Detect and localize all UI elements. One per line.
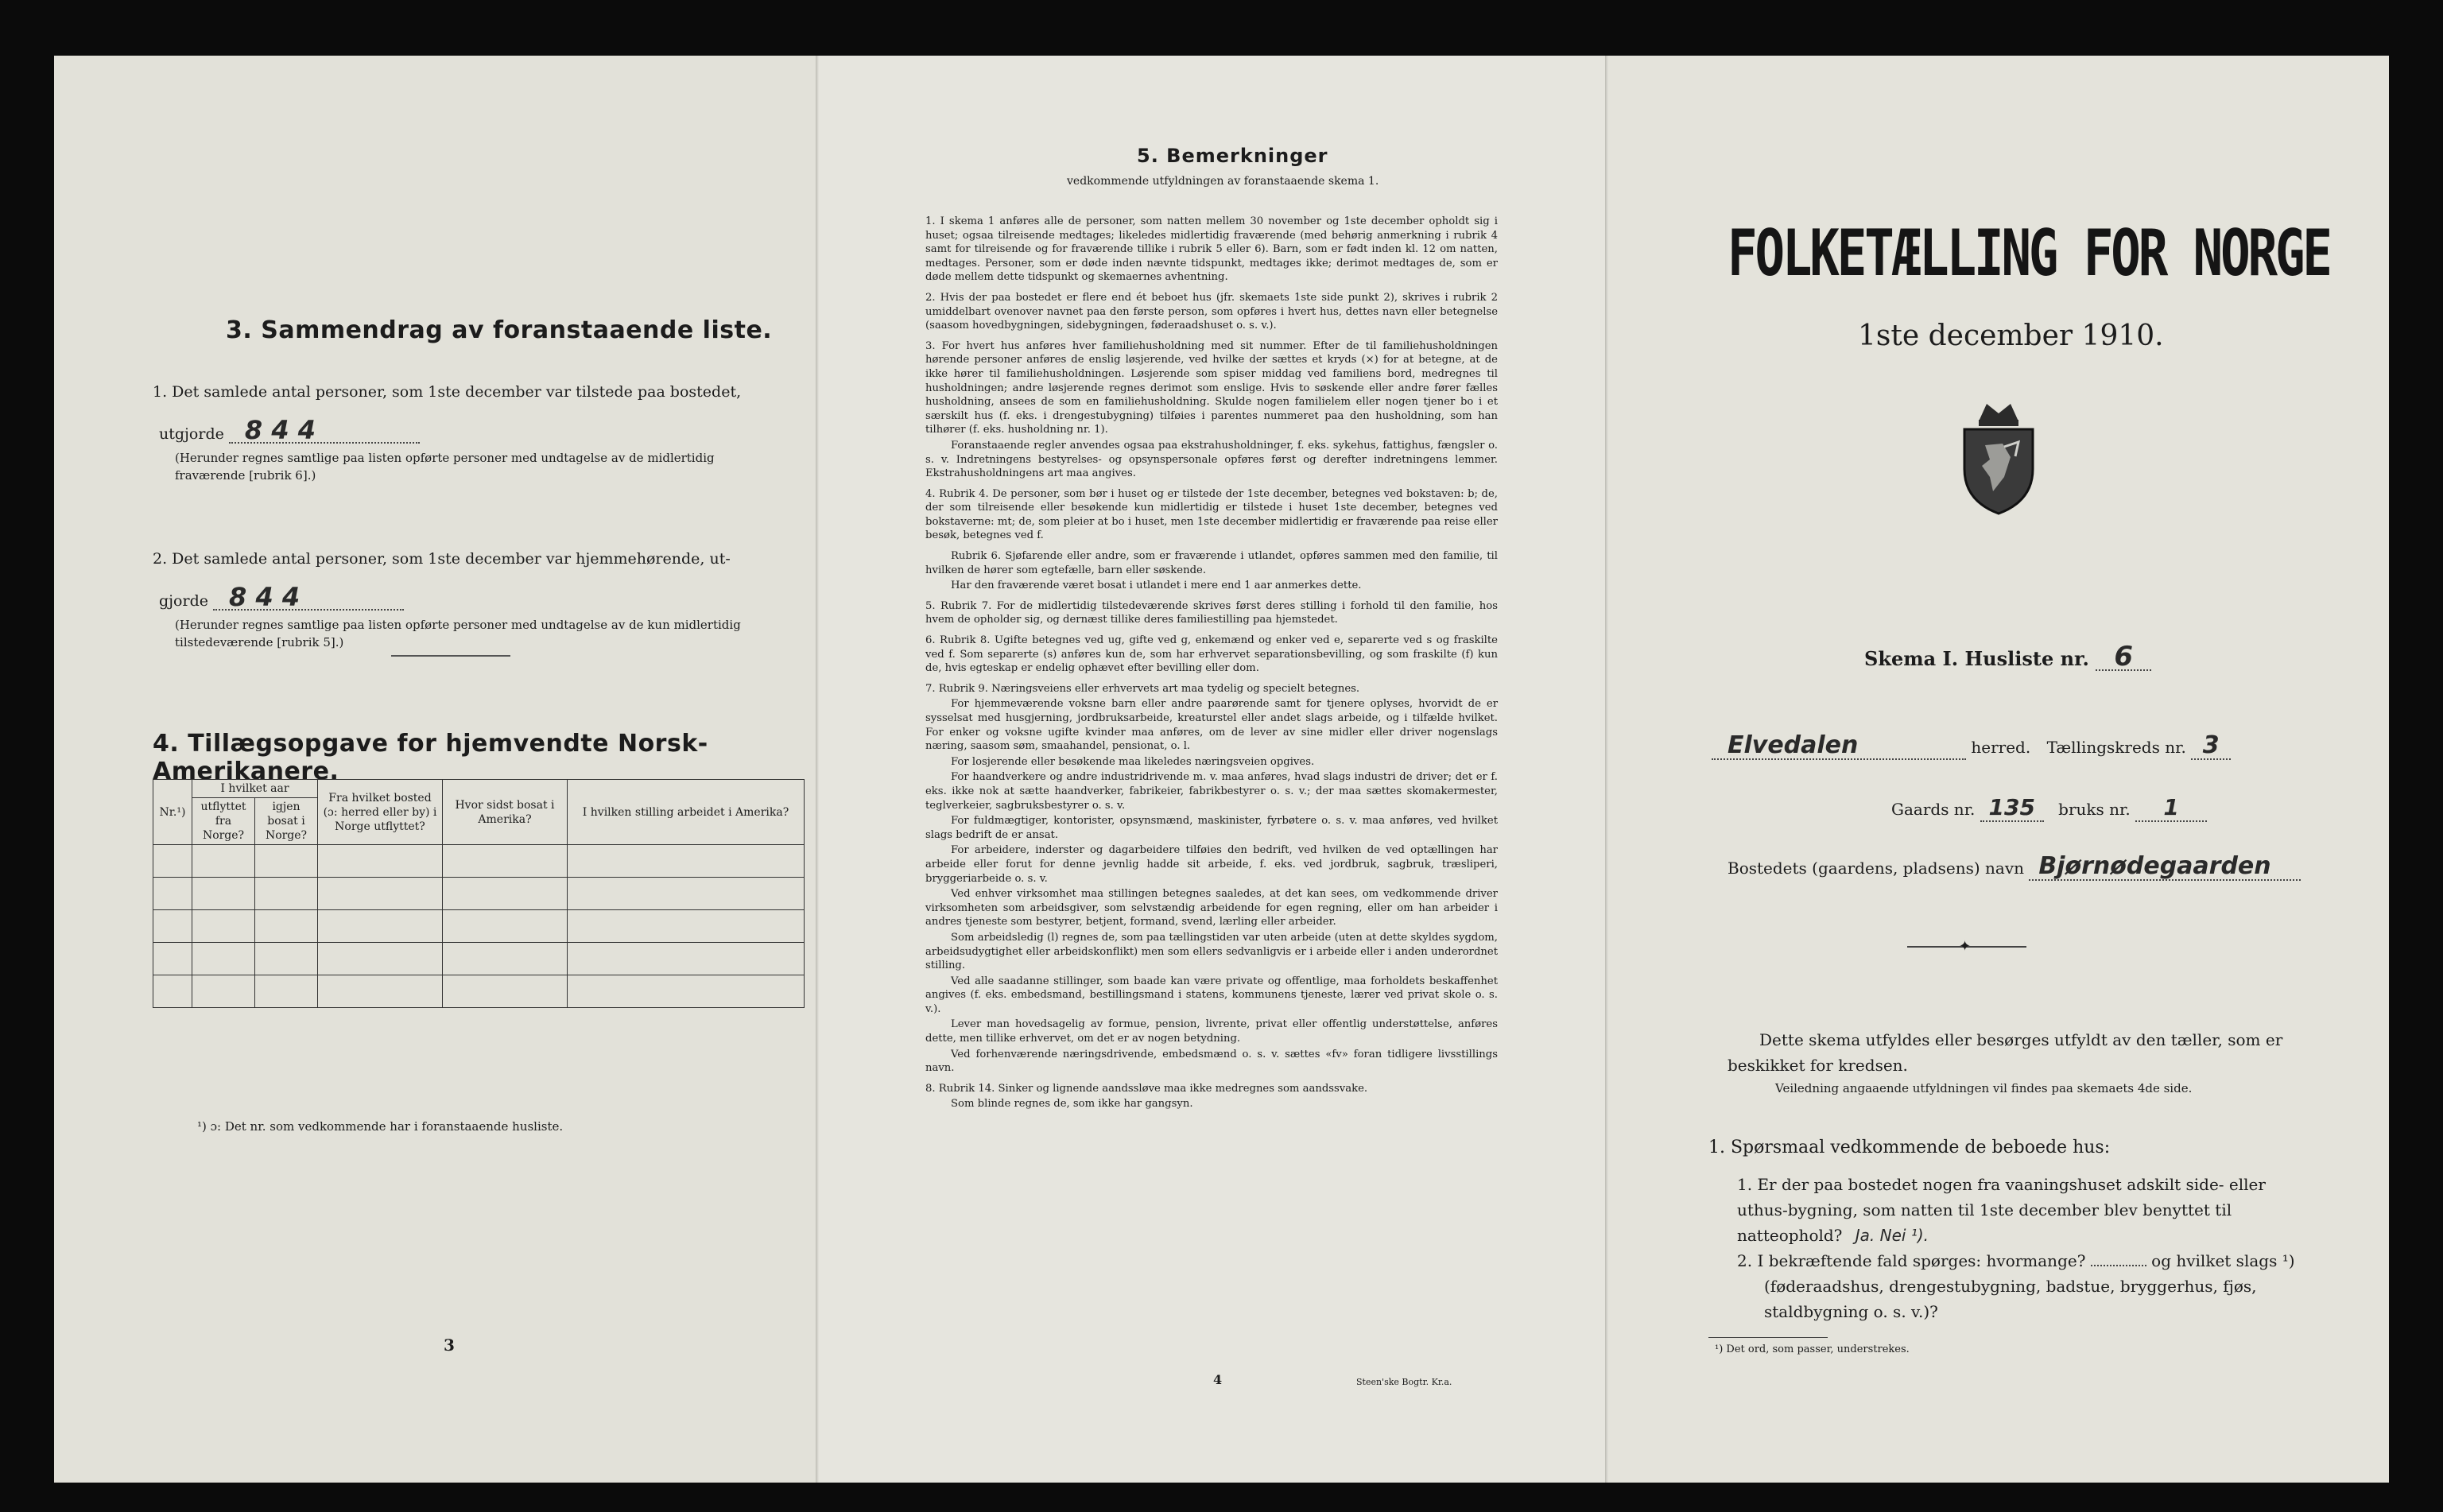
bosted-value: Bjørnødegaarden xyxy=(2029,854,2301,881)
bosted-line xyxy=(1728,854,2301,881)
herred-value: Elvedalen xyxy=(1712,733,1966,760)
remark-7k: Ved forhenværende næringsdrivende, embedsmænd o. s. v. sættes «fv» foran tidligere livsstillings navn. xyxy=(925,1048,1498,1075)
remark-7d: For haandverkere og andre industridrivende m. v. maa anføres, hvad slags industri de driver; det er f. eks. ikke nok at sætte haandverker, fabrikeier, fabrikbestyrer o. s. v.; der maa sættes skomakermester, teglverkeier, sagbruksbestyrer o. s. v. xyxy=(925,771,1498,812)
q1-text: 1. Det samlede antal personer, som 1ste december var tilstede paa bostedet, xyxy=(153,383,742,401)
col-position: I hvilken stilling arbeidet i Amerika? xyxy=(568,780,805,845)
gaards-line xyxy=(1891,795,2207,822)
remark-4c: Har den fraværende været bosat i utlandet i mere end 1 aar anmerkes dette. xyxy=(951,580,1362,592)
gaards-label: Gaards nr. xyxy=(1891,800,1976,819)
remark-7g: Ved enhver virksomhet maa stillingen betegnes saaledes, at det kan sees, om vedkommende driver virksomheten som arbeidsgiver, som selvstændig arbeidende for egen regning, eller om han arbeider i andres tjeneste som bestyrer, betjent, formand, svend, lærling eller arbeider. xyxy=(925,888,1498,929)
question-2 xyxy=(1737,1248,2309,1324)
col-where: Hvor sidst bosat i Amerika? xyxy=(443,780,568,845)
divider xyxy=(391,655,510,657)
q1-label: utgjorde xyxy=(159,425,224,443)
table-row xyxy=(153,910,805,943)
census-date: 1ste december 1910. xyxy=(1858,320,2164,352)
table-row xyxy=(153,878,805,910)
remark-8b: Som blinde regnes de, som ikke har gangsyn. xyxy=(951,1098,1193,1111)
remark-7h: Som arbeidsledig (l) regnes de, som paa tællingstiden var uten arbeide (uten at dette skyldes sygdom, arbeidsudygtighet eller arbeidskonflikt) men som ellers sedvanligvis er i arbeide eller i anden underordnet stilling. xyxy=(925,931,1498,972)
section3-q2 xyxy=(153,547,812,651)
remark-7e: For fuldmægtiger, kontorister, opsynsmænd, maskinister, fyrbøtere o. s. v. maa anføres, ved hvilket slags bedrift de er ansat. xyxy=(925,815,1498,841)
q2-value: 8 4 4 xyxy=(213,585,404,611)
remark-7j: Lever man hovedsagelig av formue, pension, livrente, privat eller offentlig understøttelse, anføres dette, men tillike erhvervet, om det er av nogen betydning. xyxy=(925,1018,1498,1045)
col-from: Fra hvilket bosted (ɔ: herred eller by) i Norge utflyttet? xyxy=(318,780,443,845)
remark-7i: Ved alle saadanne stillinger, som baade kan være private og offentlige, maa forholdets beskaffenhet angives (f. eks. embedsmand, bestillingsmand i statens, kommunens tjeneste, lærer ved privat skole o. s. v.). xyxy=(925,975,1498,1015)
q2-note: (Herunder regnes samtlige paa listen opførte personer med undtagelse av de kun midlertidig tilstedeværende [rubrik 5].) xyxy=(175,618,741,649)
remark-8: 8. Rubrik 14. Sinker og lignende aandssløve maa ikke medregnes som aandssvake. xyxy=(925,1082,1368,1095)
q2-text-b: og hvilket slags ¹) xyxy=(2151,1251,2295,1270)
questions-heading: 1. Spørsmaal vedkommende de beboede hus: xyxy=(1708,1138,2111,1157)
col-emigrated: utflyttet fra Norge? xyxy=(192,798,255,845)
remark-7b: For hjemmeværende voksne barn eller andre paarørende samt for tjenere oplyses, hvorvidt de er sysselsat med husgjerning, jordbruksarbeide, kreaturstel eller andet slags arbeide, og i tilfælde hvilket. For enker og voksne ugifte kvinder maa anføres, om de lever av sine midler eller driver nogenslags næring, saasom søm, smaahandel, pensionat, o. l. xyxy=(925,698,1498,753)
remark-5: 5. Rubrik 7. For de midlertidig tilstedeværende skrives først deres stilling i forhold til den familie, hos hvem de opholder sig, og dernæst tillike deres familiestilling paa hjemstedet. xyxy=(925,599,1498,626)
coat-of-arms-icon xyxy=(1955,397,2042,517)
remark-7f: For arbeidere, inderster og dagarbeidere tilføies den bedrift, ved hvilken de ved optællingen har arbeide eller forut for denne jevnlig hadde sit arbeide, f. eks. ved jordbruk, sagbruk, træsliperi, bryggeriarbeide o. s. v. xyxy=(925,844,1498,885)
q2-text-c: (føderaadshus, drengestubygning, badstue, bryggerhus, fjøs, staldbygning o. s. v.)? xyxy=(1764,1277,2257,1321)
page-right xyxy=(1608,56,2389,1483)
remark-7: 7. Rubrik 9. Næringsveiens eller erhvervets art maa tydelig og specielt betegnes. xyxy=(925,682,1360,695)
section3-heading: 3. Sammendrag av foranstaaende liste. xyxy=(226,316,773,344)
census-title: FOLKETÆLLING FOR NORGE xyxy=(1728,216,2330,290)
question-1 xyxy=(1737,1172,2309,1248)
page-number: 3 xyxy=(444,1336,455,1355)
table-row xyxy=(153,975,805,1008)
bruks-value: 1 xyxy=(2135,795,2207,822)
page-left xyxy=(54,56,819,1483)
herred-line xyxy=(1712,733,2300,760)
remark-1: 1. I skema 1 anføres alle de personer, som natten mellem 30 november og 1ste december opholdt sig i huset; ogsaa tilreisende medtages; likeledes midlertidig fraværende (med behørig anmerkning i rubrik 4 samt for tilreisende og for fraværende tillike i rubrik 5 eller 6). Barn, som er født inden kl. 12 om natten, medtages. Personer, som er døde inden nævnte tidspunkt, medtages ikke; derimot medtages de, som er døde mellem dette tidspunkt og skemaernes avhentning. xyxy=(925,215,1498,284)
q2-text: 2. Det samlede antal personer, som 1ste december var hjemmehørende, ut- xyxy=(153,550,731,568)
kreds-label: Tællingskreds nr. xyxy=(2046,738,2186,757)
q1-note: (Herunder regnes samtlige paa listen opførte personer med undtagelse av de midlertidig fraværende [rubrik 6].) xyxy=(175,451,715,483)
q2-label: gjorde xyxy=(159,592,208,610)
table-body xyxy=(153,845,805,1008)
col-nr: Nr.¹) xyxy=(153,780,192,845)
q1-text: 1. Er der paa bostedet nogen fra vaaningshuset adskilt side- eller uthus-bygning, som natten til 1ste december blev benyttet til natteophold? xyxy=(1737,1175,2266,1245)
remark-3: 3. For hvert hus anføres hver familiehusholdning med sit nummer. Efter de til familiehusholdningen hørende personer anføres de enslig løsjerende, ved hvilke der sættes et kryds (×) for at betegne, at de ikke hører til familiehusholdningen. Løsjerende som spiser middag ved familiens bord, medregnes til husholdningen; andre løsjerende regnes derimot som enslige. Hvis to søskende eller andre fører fælles husholdning, ansees de som en familiehusholdning. Skulde nogen familielem eller nogen tjener bo i et særskilt hus (f. eks. i drengestubygning) tilføies i parentes nummeret paa den husholdning, som han tilhører (f. eks. husholdning nr. 1). xyxy=(925,339,1498,436)
section4-footnote: ¹) ɔ: Det nr. som vedkommende har i foranstaaende husliste. xyxy=(197,1119,564,1134)
gaards-value: 135 xyxy=(1980,795,2044,822)
remark-4: 4. Rubrik 4. De personer, som bør i huset og er tilstede der 1ste december, betegnes ved bokstaven: b; de, der som tilreisende eller besøkende kun midlertidig er tilstede i huset 1ste december, betegnes ved bokstaverne: mt; de, som pleier at bo i huset, men 1ste december midlertidig er fraværende paa reise eller besøk, betegnes ved f. xyxy=(925,487,1498,542)
q1-answer: Ja. Nei ¹). xyxy=(1855,1226,1929,1245)
guidance-text: Veiledning angaaende utfyldningen vil findes paa skemaets 4de side. xyxy=(1775,1081,2193,1095)
remarks-subheading: vedkommende utfyldningen av foranstaaende skema 1. xyxy=(1067,175,1379,188)
intro-text: Dette skema utfyldes eller besørges utfyldt av den tæller, som er beskikket for kredsen. xyxy=(1728,1030,2283,1075)
remark-7c: For losjerende eller besøkende maa likeledes næringsveien opgives. xyxy=(951,755,1315,768)
schema-line xyxy=(1864,641,2151,673)
col-returned: igjen bosat i Norge? xyxy=(255,798,318,845)
q2-text-a: 2. I bekræftende fald spørges: hvormange? xyxy=(1737,1251,2086,1270)
americans-table xyxy=(153,779,805,1008)
remark-4b: Rubrik 6. Sjøfarende eller andre, som er fraværende i utlandet, opføres sammen med den familie, til hvilken de hører som egtefælle, barn eller søskende. xyxy=(925,550,1498,576)
page-number: 4 xyxy=(1213,1372,1223,1387)
footnote: ¹) Det ord, som passer, understrekes. xyxy=(1715,1343,1910,1355)
bosted-label: Bostedets (gaardens, pladsens) navn xyxy=(1728,859,2024,878)
divider xyxy=(1708,1337,1828,1338)
section4-heading: 4. Tillægsopgave for hjemvendte Norsk-Amerikanere. xyxy=(153,730,708,785)
ornament-icon: ✦ xyxy=(1959,938,1972,955)
house-list-number: 6 xyxy=(2096,644,2151,671)
printer-mark: Steen'ske Bogtr. Kr.a. xyxy=(1356,1377,1452,1387)
page-middle xyxy=(819,56,1608,1483)
schema-label: Skema I. Husliste nr. xyxy=(1864,647,2089,670)
table-row xyxy=(153,845,805,878)
remark-3b: Foranstaaende regler anvendes ogsaa paa ekstrahusholdninger, f. eks. sykehus, fattighus, fængsler o. s. v. Indretningens bestyrelses- og opsynspersonale opføres først og derefter indretningens lemmer. Ekstrahusholdningens art maa angives. xyxy=(925,439,1498,480)
herred-label: herred. xyxy=(1971,738,2031,757)
remark-2: 2. Hvis der paa bostedet er flere end ét beboet hus (jfr. skemaets 1ste side punkt 2), skrives i rubrik 2 umiddelbart ovenover navnet paa den første person, som opføres i hvert hus, dettes navn eller betegnelse (saasom hovedbygningen, sidebygningen, føderaadshuset o. s. v.). xyxy=(925,291,1498,332)
remark-6: 6. Rubrik 8. Ugifte betegnes ved ug, gifte ved g, enkemænd og enker ved e, separerte ved s og fraskilte ved f. Som separerte (s) anføres kun de, som har erhvervet separationsbevilling, og som fraskilte (f) kun de, hvis egteskap er endelig ophævet efter bevilling eller dom. xyxy=(925,634,1498,675)
table-row xyxy=(153,943,805,975)
remarks-body xyxy=(925,215,1498,1113)
bruks-label: bruks nr. xyxy=(2058,800,2131,819)
remarks-heading: 5. Bemerkninger xyxy=(1137,145,1328,167)
q1-value: 8 4 4 xyxy=(229,418,420,444)
kreds-value: 3 xyxy=(2191,733,2231,760)
section3-q1 xyxy=(153,380,812,484)
col-year-group: I hvilket aar xyxy=(192,780,318,798)
